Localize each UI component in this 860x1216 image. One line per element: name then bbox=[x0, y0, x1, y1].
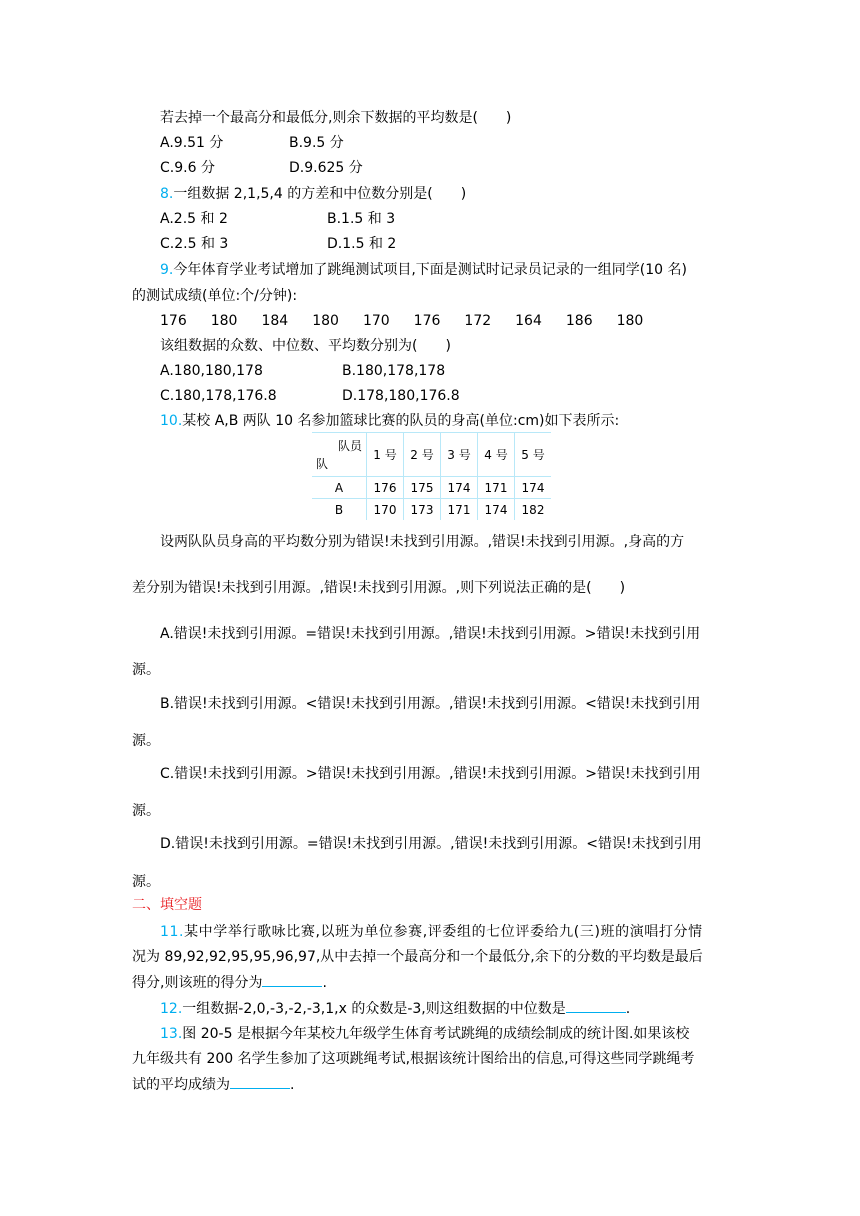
score: 172 bbox=[464, 313, 492, 329]
score: 180 bbox=[616, 313, 644, 329]
q8-stem: 一组数据 2,1,5,4 的方差和中位数分别是( ) bbox=[173, 186, 467, 202]
q10-option-d: D.错误!未找到引用源。=错误!未找到引用源。,错误!未找到引用源。<错误!未找到引用 bbox=[160, 836, 702, 852]
corner-top-label: 队员 bbox=[337, 439, 362, 453]
table-row bbox=[312, 499, 551, 521]
q8-option-a: A.2.5 和 2 bbox=[160, 211, 228, 227]
score: 176 bbox=[160, 313, 187, 329]
score: 164 bbox=[515, 313, 542, 329]
q8-option-c: C.2.5 和 3 bbox=[160, 236, 229, 252]
q10-stem-line bbox=[160, 411, 619, 431]
score: 184 bbox=[261, 313, 289, 329]
q12-answer-blank[interactable] bbox=[566, 998, 626, 1013]
section-title: 二、填空题 bbox=[132, 897, 202, 913]
table-cell: 170 bbox=[367, 499, 404, 521]
table-header-cell: 3 号 bbox=[441, 433, 478, 477]
q13-number: 13. bbox=[160, 1026, 183, 1042]
table-cell: 174 bbox=[515, 477, 552, 499]
q10-option-a: A.错误!未找到引用源。=错误!未找到引用源。,错误!未找到引用源。>错误!未找到引用 bbox=[160, 626, 701, 642]
q11-text1: 某中学举行歌咏比赛,以班为单位参赛,评委组的七位评委给九(三)班的演唱打分情 bbox=[184, 924, 703, 940]
height-table bbox=[312, 432, 551, 520]
score: 180 bbox=[210, 313, 238, 329]
q11-line2: 况为 89,92,92,95,95,96,97,从中去掉一个最高分和一个最低分,余下的分数的平均数是最后 bbox=[132, 949, 703, 965]
q9-stem-line1 bbox=[160, 260, 687, 280]
q10-option-b: B.错误!未找到引用源。<错误!未找到引用源。,错误!未找到引用源。<错误!未找到引用 bbox=[160, 696, 701, 712]
q9-option-b: B.180,178,178 bbox=[342, 363, 446, 379]
table-row bbox=[312, 477, 551, 499]
q11-number: 11. bbox=[160, 924, 185, 940]
q12-number: 12. bbox=[160, 1001, 183, 1017]
q13-line3 bbox=[132, 1074, 294, 1095]
q7-option-b: B.9.5 分 bbox=[289, 135, 344, 151]
q9-option-d: D.178,180,176.8 bbox=[342, 388, 460, 404]
table-cell: 171 bbox=[441, 499, 478, 521]
q10-stem: 某校 A,B 两队 10 名参加篮球比赛的队员的身高(单位:cm)如下表所示: bbox=[182, 413, 620, 429]
q7-option-d: D.9.625 分 bbox=[289, 160, 363, 176]
q7-option-c: C.9.6 分 bbox=[160, 160, 215, 176]
q9-stem1: 今年体育学业考试增加了跳绳测试项目,下面是测试时记录员记录的一组同学(10 名) bbox=[173, 262, 687, 278]
q9-option-a: A.180,180,178 bbox=[160, 363, 263, 379]
q10-body-line1: 设两队队员身高的平均数分别为错误!未找到引用源。,错误!未找到引用源。,身高的方 bbox=[160, 534, 685, 550]
q9-stem-line2: 的测试成绩(单位:个/分钟): bbox=[132, 288, 298, 304]
q10-option-c: C.错误!未找到引用源。>错误!未找到引用源。,错误!未找到引用源。>错误!未找到引用 bbox=[160, 766, 701, 782]
q9-option-c: C.180,178,176.8 bbox=[160, 388, 277, 404]
q11-line1 bbox=[160, 922, 703, 942]
q8-number: 8. bbox=[160, 186, 174, 202]
table-header-row bbox=[312, 433, 551, 477]
q8-option-d: D.1.5 和 2 bbox=[327, 236, 397, 252]
table-cell: 174 bbox=[478, 499, 515, 521]
table-cell: 175 bbox=[404, 477, 441, 499]
q12-line bbox=[160, 998, 630, 1019]
q11-line3 bbox=[132, 972, 327, 993]
table-header-cell: 2 号 bbox=[404, 433, 441, 477]
q10-body-line2: 差分别为错误!未找到引用源。,错误!未找到引用源。,则下列说法正确的是( ) bbox=[132, 580, 626, 596]
score: 180 bbox=[312, 313, 339, 329]
q8-stem-line bbox=[160, 184, 466, 204]
q11-end: . bbox=[322, 975, 327, 991]
q9-ask: 该组数据的众数、中位数、平均数分别为( ) bbox=[160, 338, 451, 354]
q8-option-b: B.1.5 和 3 bbox=[327, 211, 396, 227]
q12-end: . bbox=[625, 1001, 631, 1017]
q11-text3: 得分,则该班的得分为 bbox=[132, 975, 263, 991]
table-header-cell: 5 号 bbox=[515, 433, 552, 477]
q13-answer-blank[interactable] bbox=[230, 1074, 290, 1089]
table-header-cell: 1 号 bbox=[367, 433, 404, 477]
q10-option-c-cont: 源。 bbox=[132, 803, 160, 819]
q13-text1: 图 20-5 是根据今年某校九年级学生体育考试跳绳的成绩绘制成的统计图.如果该校 bbox=[182, 1026, 690, 1042]
q13-end: . bbox=[290, 1077, 295, 1093]
table-cell: 174 bbox=[441, 477, 478, 499]
score: 186 bbox=[565, 313, 593, 329]
table-cell: 171 bbox=[478, 477, 515, 499]
q10-option-d-cont: 源。 bbox=[132, 874, 160, 890]
q13-text3: 试的平均成绩为 bbox=[132, 1077, 230, 1093]
table-corner-cell bbox=[312, 433, 367, 477]
q10-number: 10. bbox=[160, 413, 183, 429]
table-team-cell: B bbox=[312, 499, 367, 521]
corner-bottom-label: 队 bbox=[316, 457, 329, 471]
table-cell: 176 bbox=[367, 477, 404, 499]
q10-option-b-cont: 源。 bbox=[132, 733, 160, 749]
q11-answer-blank[interactable] bbox=[262, 972, 322, 987]
score: 176 bbox=[413, 313, 441, 329]
q13-line1 bbox=[160, 1024, 689, 1044]
q7-option-a: A.9.51 分 bbox=[160, 135, 224, 151]
table-team-cell: A bbox=[312, 477, 367, 499]
q7-stem: 若去掉一个最高分和最低分,则余下数据的平均数是( ) bbox=[160, 110, 512, 126]
q12-text: 一组数据-2,0,-3,-2,-3,1,x 的众数是-3,则这组数据的中位数是 bbox=[182, 1001, 566, 1017]
table-cell: 173 bbox=[404, 499, 441, 521]
q9-scores bbox=[160, 311, 667, 331]
table-header-cell: 4 号 bbox=[478, 433, 515, 477]
table-cell: 182 bbox=[515, 499, 552, 521]
q10-option-a-cont: 源。 bbox=[132, 662, 160, 678]
q9-number: 9. bbox=[160, 262, 174, 278]
score: 170 bbox=[362, 313, 390, 329]
q13-line2: 九年级共有 200 名学生参加了这项跳绳考试,根据该统计图给出的信息,可得这些同学跳绳考 bbox=[132, 1051, 695, 1067]
